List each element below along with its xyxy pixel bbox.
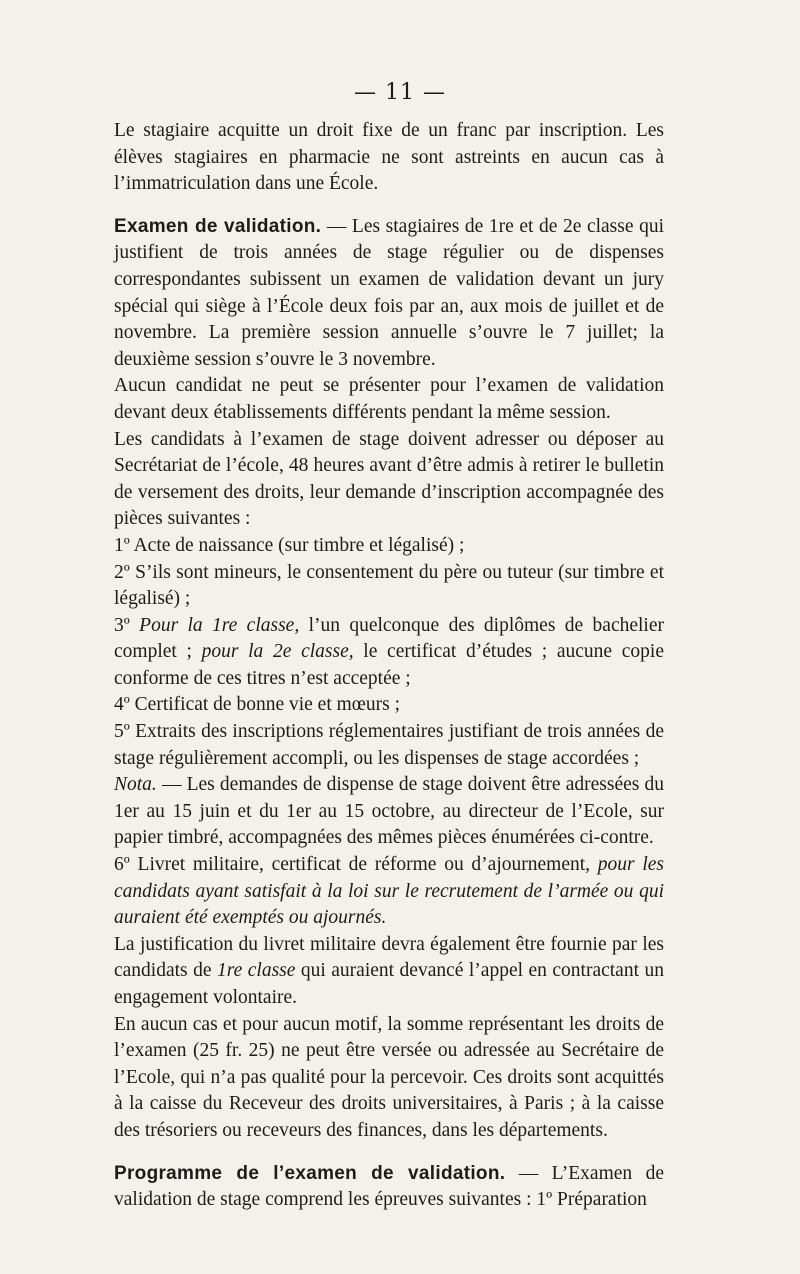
text-span: qui auraient devancé l’appel en contractant un engagement volontaire.: [114, 960, 664, 1008]
paragraph-nota: [114, 772, 664, 852]
list-item-birth-certificate: 1º Acte de naissance (sur timbre et légalisé) ;: [114, 534, 465, 556]
nota-body: — Les demandes de dispense de stage doivent être adressées du 1er au 15 juin et du 1er au 15 octobre, au directeur de l’Ecole, sur papier timbré, accompagnées des mêmes pièces énumérées ci-contre.: [114, 774, 664, 849]
paragraph-program-body: — L’Examen de validation de stage comprend les épreuves suivantes : 1º Préparation: [114, 1162, 664, 1211]
italic-first-class: Pour la 1re classe,: [139, 614, 300, 636]
italic-second-class: pour la 2e classe,: [201, 641, 354, 663]
paragraph-program: [114, 1161, 664, 1214]
italic-military-note: pour les candidats ayant satisfait à la loi sur le recrutement de l’armée ou qui auraient été exemptés ou ajournés.: [114, 854, 665, 929]
list-number: 3º: [114, 614, 140, 636]
nota-label: Nota.: [114, 774, 157, 796]
list-item-good-conduct: 4º Certificat de bonne vie et mœurs ;: [114, 694, 401, 716]
paragraph-fees-payment: En aucun cas et pour aucun motif, la somme représentant les droits de l’examen (25 fr. 25) ne peut être versée ou adressée au Secrétaire de l’Ecole, qui n’a pas qualité pour la percevoir. Ces droits sont acquittés à la caisse du Receveur des droits universitaires, à Paris ; à la caisse des trésoriers ou receveurs des finances, dans les départements.: [114, 1013, 664, 1141]
text-span: le certificat d’études ; aucune copie conforme de ces titres n’est acceptée ;: [114, 641, 664, 689]
list-item-military: [114, 852, 664, 932]
section-heading-program: Programme de l’examen de validation.: [114, 1162, 506, 1184]
paragraph-single-session: Aucun candidat ne peut se présenter pour l’examen de validation devant deux établissements différents pendant la même session.: [114, 375, 664, 423]
list-item-registrations: 5º Extraits des inscriptions réglementaires justifiant de trois années de stage régulièrement accompli, ou les dispenses de stage accordées ;: [114, 721, 664, 769]
italic-first-class: 1re classe: [217, 960, 296, 982]
list-item-diplomas: [114, 613, 664, 693]
paragraph-validation-exam: [114, 214, 664, 374]
text-span: La justification du livret militaire devra également être fournie par les candidats de: [114, 933, 664, 982]
paragraph-fee: Le stagiaire acquitte un droit fixe de un franc par inscription. Les élèves stagiaires en pharmacie ne sont astreints en aucun cas à l’immatriculation dans une École.: [114, 120, 664, 195]
paragraph-required-documents: Les candidats à l’examen de stage doivent adresser ou déposer au Secrétariat de l’école, 48 heures avant d’être admis à retirer le bulletin de versement des droits, leur demande d’inscription accompagnée des pièces suivantes :: [114, 428, 664, 530]
body-text: [114, 118, 664, 1214]
text-span: l’un quelconque des diplômes de bachelier complet ;: [114, 614, 664, 663]
section-heading-validation: Examen de validation.: [114, 215, 322, 237]
paragraph-military-justification: [114, 932, 664, 1012]
page-number: — 11 —: [354, 80, 446, 105]
text-span: 6º Livret militaire, certificat de réforme ou d’ajournement,: [114, 854, 598, 876]
paragraph-validation-body: — Les stagiaires de 1re et de 2e classe qui justifient de trois années de stage régulier ou de dispenses correspondantes subissent un examen de validation devant un jury spécial qui siège à l’École deux fois par an, aux mois de juillet et de novembre. La première session annuelle s’ouvre le 7 juillet; la deuxième session s’ouvre le 3 novembre.: [114, 215, 664, 370]
list-item-minor-consent: 2º S’ils sont mineurs, le consentement du père ou tuteur (sur timbre et légalisé) ;: [114, 561, 664, 610]
